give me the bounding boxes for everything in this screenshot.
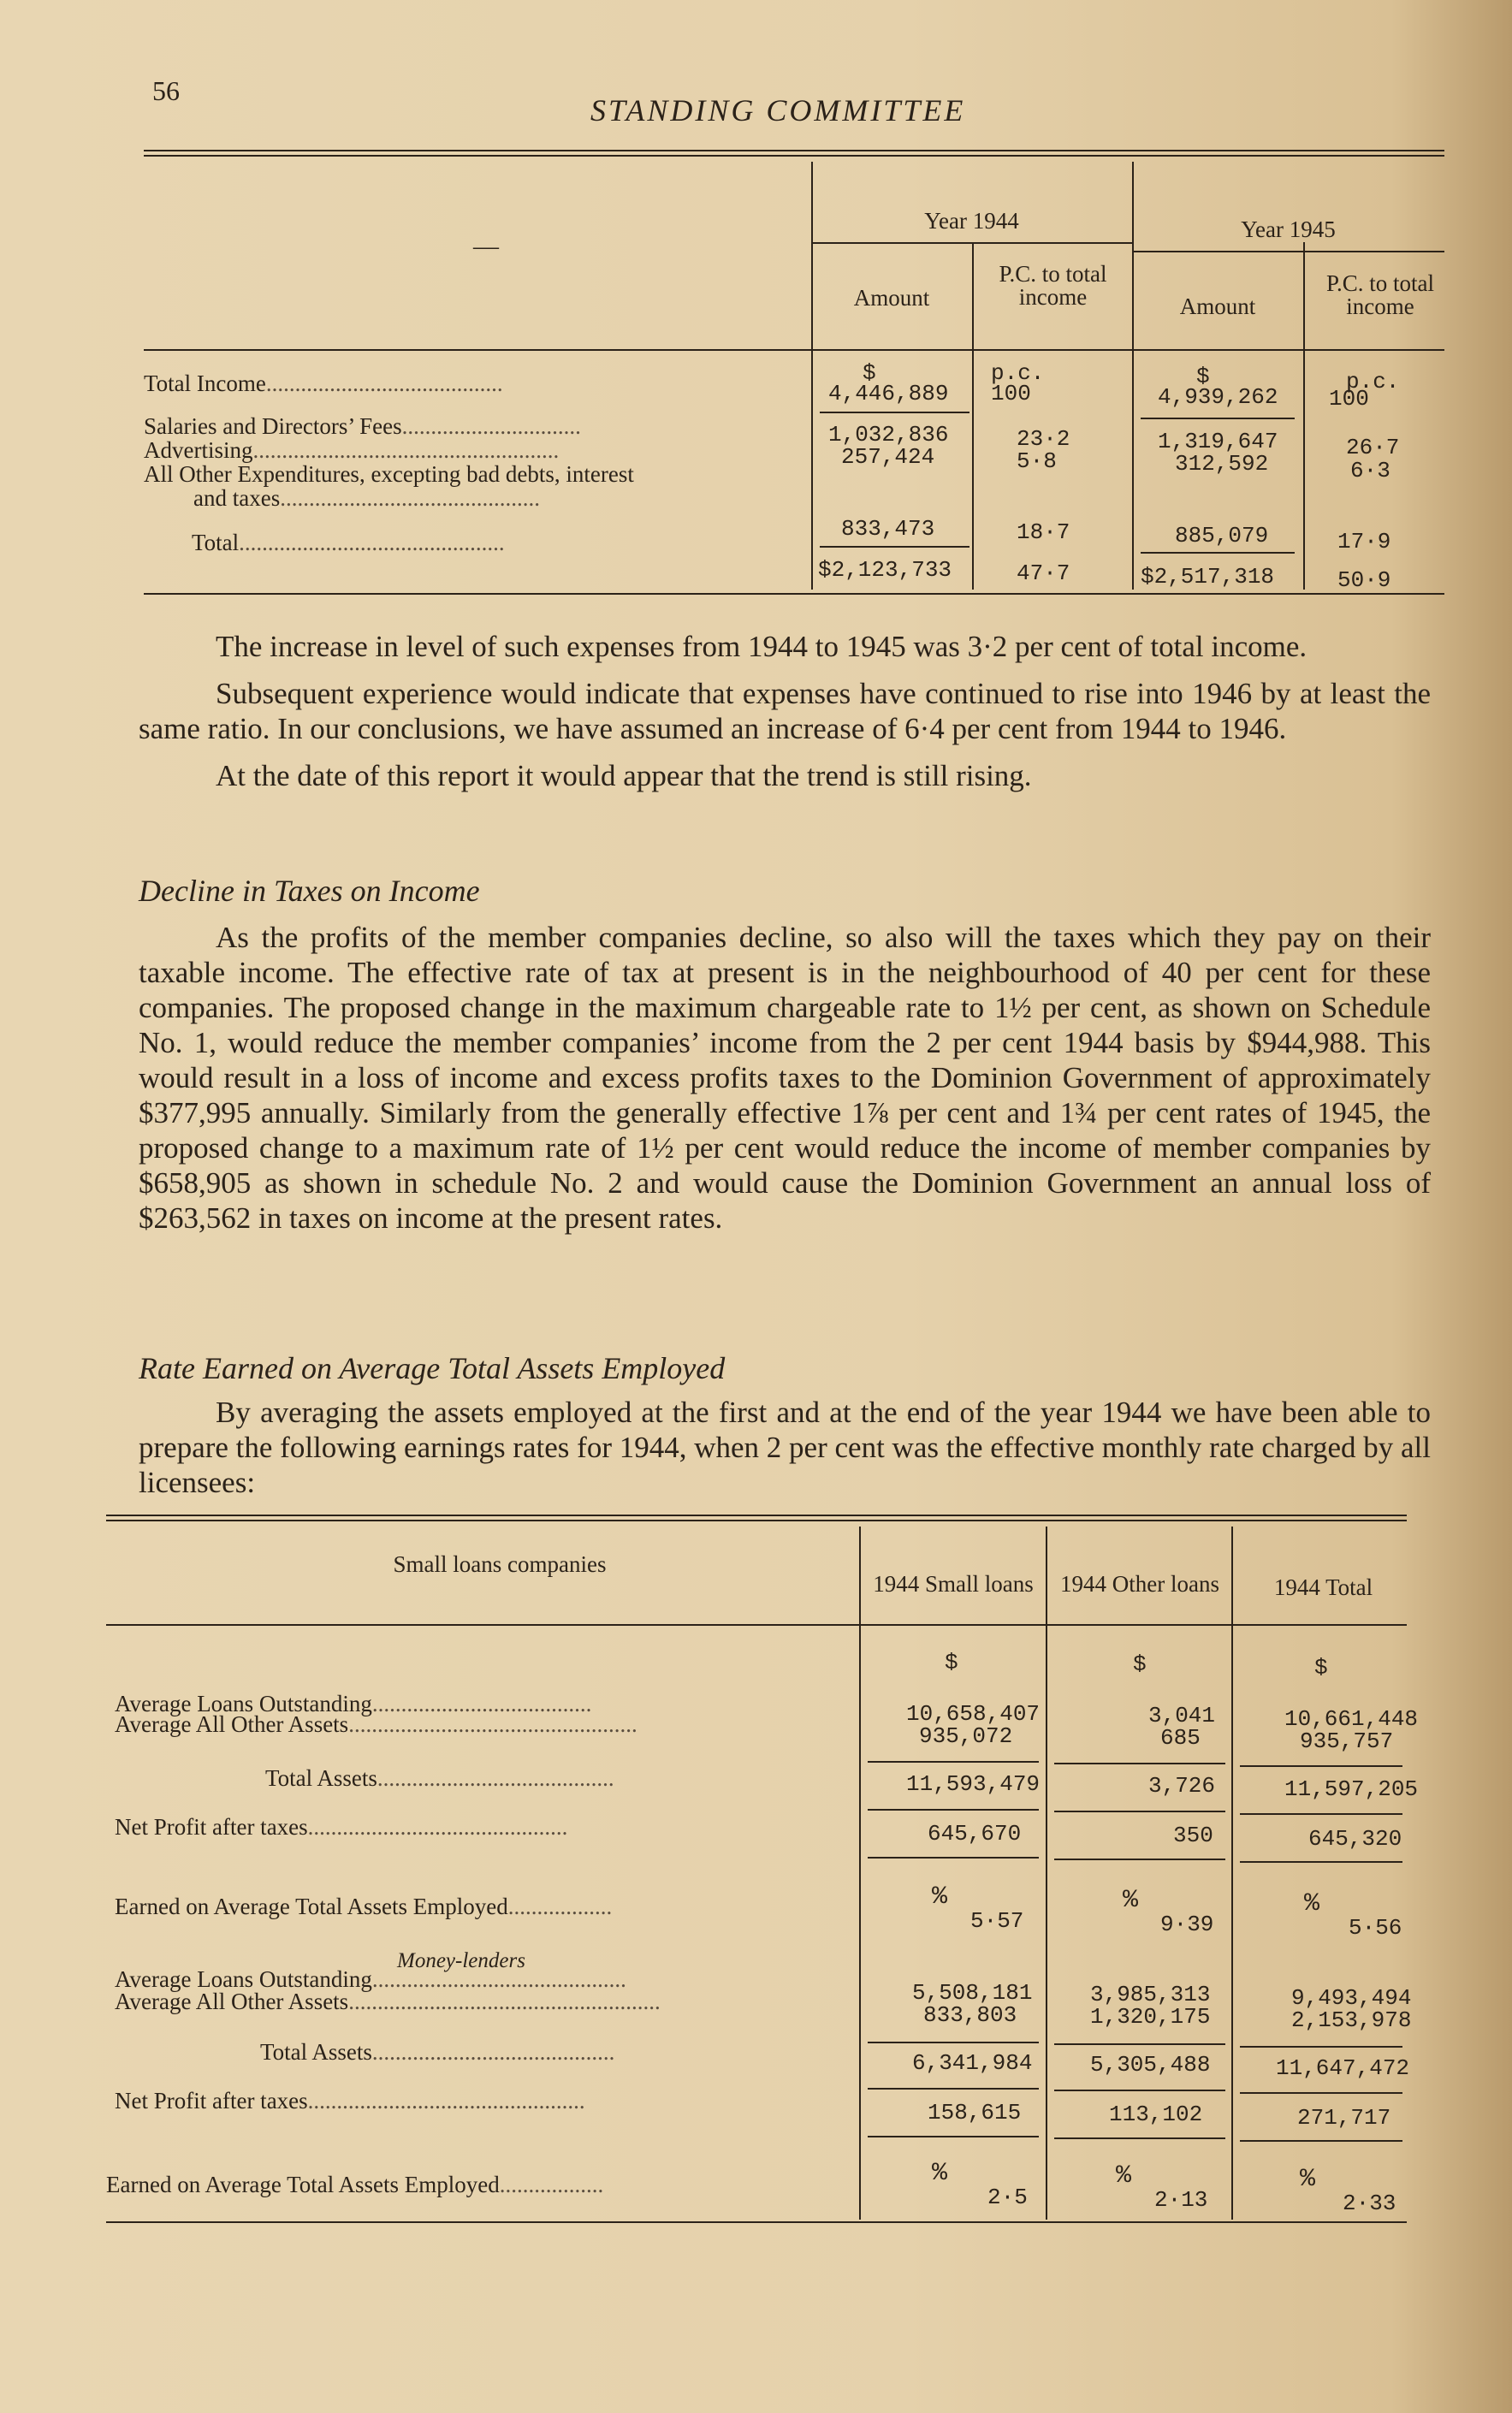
sum-rule [868, 1761, 1039, 1763]
section-heading-decline: Decline in Taxes on Income [139, 874, 480, 908]
amount-1944: 1,032,836 [828, 422, 949, 448]
unit-percent: % [932, 2159, 948, 2188]
amount-header-1944: Amount [853, 285, 930, 311]
pc-header-1945: P.C. to total income [1325, 270, 1435, 319]
decline-section [139, 920, 1431, 1248]
row-label-total-assets: Total Assets.......................................... [260, 2039, 615, 2065]
unit-dollar: $ [1133, 1651, 1147, 1677]
page-number: 56 [152, 75, 180, 106]
group-heading-money-lenders: Money-lenders [397, 1949, 525, 1972]
pc-1945: 26·7 [1346, 435, 1400, 460]
header-rule [811, 242, 1132, 244]
row-label-avg-other: Average All Other Assets.................................................. [115, 1711, 637, 1737]
stub-dash: — [473, 232, 499, 260]
table-top-rule [144, 150, 1444, 157]
sum-rule [868, 1857, 1039, 1859]
row-label-net-profit: Net Profit after taxes................................................ [115, 2088, 585, 2114]
unit-pc: p.c. [991, 360, 1045, 386]
earnings-table [106, 1515, 1419, 2232]
amount-1944: 833,473 [841, 516, 935, 542]
sum-rule [820, 412, 969, 413]
sum-rule [1054, 1763, 1225, 1764]
cell-small-loans: 5,508,181 [912, 1980, 1033, 2006]
column-divider [1046, 1527, 1047, 2220]
cell-other-loans: 2·13 [1154, 2187, 1208, 2213]
paragraph: The increase in level of such expenses from 1944 to 1945 was 3·2 per cent of total income. [216, 630, 1307, 663]
sum-rule [868, 1809, 1039, 1811]
cell-other-loans: 5,305,488 [1090, 2052, 1211, 2078]
cell-small-loans: 2·5 [987, 2185, 1028, 2210]
cell-total: 645,320 [1308, 1826, 1402, 1852]
cell-total: 2,153,978 [1291, 2007, 1412, 2033]
paragraph: By averaging the assets employed at the first and at the end of the year 1944 we have been able to prepare the following earnings rates for 1944, when 2 per cent was the effective monthly rate charged by all licensees: [139, 1396, 1431, 1499]
row-label-advertising: Advertising..................................................... [144, 437, 560, 463]
header-rule [1132, 251, 1444, 252]
unit-dollar: $ [1196, 364, 1210, 389]
unit-dollar: $ [1314, 1655, 1328, 1681]
sum-rule [1054, 2090, 1225, 2091]
year-1944-header: Year 1944 [924, 208, 1019, 234]
cell-other-loans: 350 [1173, 1823, 1213, 1848]
row-label-avg-loans: Average Loans Outstanding...................................... [115, 1691, 592, 1716]
sum-rule [1054, 2137, 1225, 2139]
sum-rule [868, 2136, 1039, 2137]
cell-small-loans: 11,593,479 [906, 1771, 1041, 1797]
sum-rule [1240, 2092, 1402, 2094]
cell-other-loans: 3,041 [1148, 1703, 1216, 1728]
pc-1945: 50·9 [1337, 567, 1391, 593]
sum-rule [1054, 2043, 1225, 2045]
cell-small-loans: 645,670 [928, 1821, 1022, 1847]
cell-total: 2·33 [1343, 2191, 1396, 2216]
row-label-total: Total.............................................. [192, 530, 505, 555]
amount-1945: 885,079 [1175, 523, 1269, 548]
pc-1944: 18·7 [1017, 519, 1070, 545]
cell-small-loans: 158,615 [928, 2100, 1022, 2125]
sum-rule [1141, 418, 1295, 419]
cell-other-loans: 1,320,175 [1090, 2004, 1211, 2030]
row-label-all-other: All Other Expenditures, excepting bad debts, interest [144, 461, 634, 487]
col-header-total: 1944 Total [1273, 1574, 1373, 1600]
rate-section [139, 1395, 1431, 1512]
unit-dollar: $ [945, 1650, 958, 1675]
unit-percent: % [1304, 1889, 1320, 1918]
cell-small-loans: 833,803 [923, 2002, 1017, 2028]
row-label-all-other-cont: and taxes............................................. [193, 485, 540, 511]
col-header-small-loans: 1944 Small loans [873, 1571, 1034, 1597]
section-heading-rate: Rate Earned on Average Total Assets Employed [139, 1351, 726, 1385]
table-bottom-rule [144, 593, 1444, 595]
cell-small-loans: 6,341,984 [912, 2050, 1033, 2076]
row-label-salaries: Salaries and Directors’ Fees............................... [144, 413, 581, 439]
row-label-total-income: Total Income......................................... [144, 371, 503, 396]
sum-rule [1240, 2140, 1402, 2142]
year-1945-header: Year 1945 [1241, 216, 1336, 242]
sum-rule [1240, 1813, 1402, 1815]
row-label-avg-loans: Average Loans Outstanding............................................ [115, 1966, 626, 1992]
sum-rule [1240, 2046, 1402, 2048]
header-bottom-rule [144, 349, 1444, 351]
expense-table [144, 150, 1444, 602]
row-label-total-assets: Total Assets......................................... [265, 1765, 614, 1791]
row-label-earned: Earned on Average Total Assets Employed.................. [115, 1894, 613, 1919]
paragraph: At the date of this report it would appear that the trend is still rising. [216, 759, 1032, 792]
cell-total: 10,661,448 [1284, 1706, 1419, 1732]
stub-header: Small loans companies [393, 1551, 607, 1577]
expenses-paragraphs [139, 629, 1431, 805]
cell-other-loans: 3,985,313 [1090, 1982, 1211, 2007]
pc-1944: 100 [991, 381, 1031, 406]
amount-1944: 257,424 [841, 444, 935, 470]
unit-percent: % [1123, 1886, 1139, 1915]
amount-header-1945: Amount [1179, 293, 1256, 319]
sum-rule [868, 2042, 1039, 2043]
pc-1945: 6·3 [1350, 458, 1390, 483]
pc-1944: 5·8 [1017, 448, 1057, 474]
amount-1945: 4,939,262 [1158, 384, 1278, 410]
amount-1945: $2,517,318 [1141, 564, 1275, 590]
pc-1944: 47·7 [1017, 560, 1070, 586]
cell-total: 5·56 [1349, 1915, 1402, 1941]
cell-total: 271,717 [1297, 2105, 1391, 2131]
pc-1945: 100 [1329, 386, 1369, 412]
table-bottom-rule [106, 2221, 1407, 2223]
sum-rule [1240, 1765, 1402, 1767]
column-divider [1303, 242, 1305, 590]
cell-total: 935,757 [1300, 1728, 1394, 1754]
cell-other-loans: 113,102 [1109, 2102, 1203, 2127]
paragraph: Subsequent experience would indicate that expenses have continued to rise into 1946 by at least the same ratio. In our conclusions, we have assumed an increase of 6·4 per cent from 1944 to 1946. [139, 677, 1431, 745]
cell-small-loans: 10,658,407 [906, 1701, 1041, 1727]
sum-rule [1054, 1859, 1225, 1860]
cell-small-loans: 935,072 [919, 1723, 1013, 1749]
sum-rule [1141, 552, 1295, 554]
amount-1944: 4,446,889 [828, 381, 949, 406]
sum-rule [1240, 1861, 1402, 1863]
amount-1944: $2,123,733 [818, 557, 952, 583]
unit-percent: % [932, 1882, 948, 1912]
amount-1945: 1,319,647 [1158, 429, 1278, 454]
cell-other-loans: 3,726 [1148, 1773, 1216, 1799]
cell-small-loans: 5·57 [970, 1908, 1024, 1934]
sum-rule [1054, 1811, 1225, 1812]
cell-other-loans: 9·39 [1160, 1912, 1214, 1937]
running-head: STANDING COMMITTEE [590, 93, 966, 127]
sum-rule [868, 2088, 1039, 2090]
amount-1945: 312,592 [1175, 451, 1269, 477]
cell-total: 11,597,205 [1284, 1776, 1419, 1802]
cell-total: 11,647,472 [1276, 2055, 1410, 2081]
pc-1944: 23·2 [1017, 426, 1070, 452]
unit-dollar: $ [863, 360, 876, 386]
col-header-other-loans: 1944 Other loans [1060, 1571, 1219, 1597]
table-top-rule [106, 1515, 1407, 1521]
cell-total: 9,493,494 [1291, 1985, 1412, 2011]
paragraph: As the profits of the member companies decline, so also will the taxes which they pay on their taxable income. The effective rate of tax at present is in the neighbourhood of 40 per cent for these companies. The proposed change in the maximum chargeable rate to 1½ per cent, as shown on Schedule No. 1, would reduce the member companies’ income from the 2 per cent 1944 basis by $944,988. This would result in a loss of income and excess profits taxes to the Dominion Government of approximately $377,995 annually. Similarly from the generally effective 1⅞ per cent and 1¾ per cent rates of 1945, the proposed change to a maximum rate of 1½ per cent would reduce the income of member companies by $658,905 as shown in schedule No. 2 and would cause the Dominion Government an annual loss of $263,562 in taxes on income at the present rates. [139, 921, 1431, 1235]
sum-rule [820, 546, 969, 548]
row-label-net-profit: Net Profit after taxes............................................. [115, 1814, 568, 1840]
unit-pc: p.c. [1346, 369, 1400, 394]
row-label-avg-other: Average All Other Assets...................................................... [115, 1989, 661, 2014]
unit-percent: % [1300, 2165, 1316, 2194]
column-divider [972, 242, 974, 590]
pc-header-1944: P.C. to total income [999, 261, 1107, 310]
cell-other-loans: 685 [1160, 1725, 1201, 1751]
header-bottom-rule [106, 1624, 1407, 1626]
pc-1945: 17·9 [1337, 529, 1391, 554]
column-divider [1231, 1527, 1233, 2220]
column-divider [859, 1527, 861, 2220]
row-label-earned: Earned on Average Total Assets Employed.................. [106, 2172, 604, 2197]
unit-percent: % [1116, 2161, 1132, 2191]
